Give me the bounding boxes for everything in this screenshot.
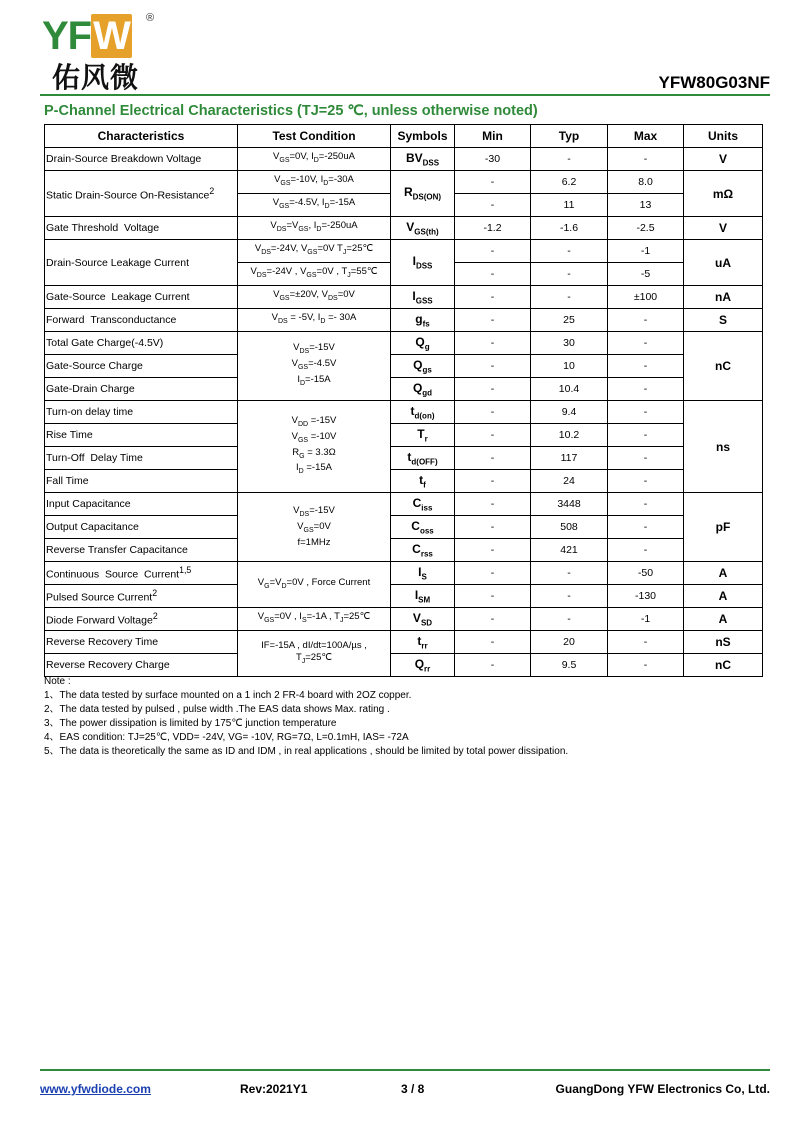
col-header: Typ: [531, 125, 608, 148]
min-cell: -: [455, 654, 531, 677]
symbol-cell: $C_{iss}$: [391, 493, 455, 516]
typ-cell: 421: [531, 539, 608, 562]
unit-cell: uA: [684, 240, 763, 286]
max-cell: -: [608, 539, 684, 562]
min-cell: -: [455, 263, 531, 286]
test-condition-cell: $V_{DS}=V_{GS}$, $I_D=-250uA$: [238, 217, 391, 240]
unit-cell: nA: [684, 286, 763, 309]
test-condition-cell: $V_{DS} = -5V$, $I_D =- 30A$: [238, 309, 391, 332]
symbol-cell: $Q_{gd}$: [391, 378, 455, 401]
test-condition-cell: $V_{GS}=-10V$, $I_D=-30A$: [238, 171, 391, 194]
characteristic-cell: Input Capacitance: [45, 493, 238, 516]
max-cell: -: [608, 424, 684, 447]
typ-cell: 20: [531, 631, 608, 654]
symbol-cell: $I_S$: [391, 562, 455, 585]
typ-cell: 25: [531, 309, 608, 332]
symbol-cell: $t_{rr}$: [391, 631, 455, 654]
col-header: Units: [684, 125, 763, 148]
typ-cell: 117: [531, 447, 608, 470]
characteristic-cell: Continuous Source Current$^{1,5}$: [45, 562, 238, 585]
note-item: 4、EAS condition: TJ=25℃, VDD= -24V, VG= -10V, RG=7Ω, L=0.1mH, IAS= -72A: [44, 732, 409, 743]
min-cell: -: [455, 585, 531, 608]
min-cell: -: [455, 608, 531, 631]
symbol-cell: $Q_{rr}$: [391, 654, 455, 677]
col-header: Min: [455, 125, 531, 148]
min-cell: -: [455, 355, 531, 378]
typ-cell: -: [531, 585, 608, 608]
test-condition-cell: $V_{DD} =-15V$ $V_{GS} =-10V$ $R_G = 3.3\Omega$ $I_D =-15A$: [238, 401, 391, 493]
table-row: [45, 332, 763, 355]
characteristic-cell: Static Drain-Source On-Resistance$^2$: [45, 171, 238, 217]
min-cell: -: [455, 562, 531, 585]
max-cell: -: [608, 631, 684, 654]
table-row: [45, 148, 763, 171]
min-cell: -: [455, 516, 531, 539]
typ-cell: 9.4: [531, 401, 608, 424]
max-cell: -: [608, 332, 684, 355]
footer-revision: Rev:2021Y1: [240, 1082, 308, 1096]
symbol-cell: $I_{SM}$: [391, 585, 455, 608]
typ-cell: 10: [531, 355, 608, 378]
table-row: [45, 424, 763, 447]
company-logo: [42, 14, 162, 94]
max-cell: -2.5: [608, 217, 684, 240]
max-cell: -: [608, 470, 684, 493]
table-row: [45, 470, 763, 493]
typ-cell: -: [531, 263, 608, 286]
max-cell: -: [608, 148, 684, 171]
max-cell: -: [608, 355, 684, 378]
table-row: [45, 401, 763, 424]
unit-cell: V: [684, 148, 763, 171]
table-row: [45, 493, 763, 516]
min-cell: -1.2: [455, 217, 531, 240]
table-row: [45, 240, 763, 263]
table-row: [45, 608, 763, 631]
typ-cell: 3448: [531, 493, 608, 516]
typ-cell: 6.2: [531, 171, 608, 194]
test-condition-cell: $V_G=V_D=0V$ , Force Current: [238, 562, 391, 608]
min-cell: -30: [455, 148, 531, 171]
symbol-cell: $T_r$: [391, 424, 455, 447]
max-cell: -: [608, 654, 684, 677]
min-cell: -: [455, 286, 531, 309]
col-header: Max: [608, 125, 684, 148]
registered-mark: ®: [146, 12, 155, 24]
max-cell: -: [608, 447, 684, 470]
characteristic-cell: Drain-Source Breakdown Voltage: [45, 148, 238, 171]
typ-cell: 10.2: [531, 424, 608, 447]
typ-cell: 24: [531, 470, 608, 493]
test-condition-cell: $V_{GS}=0V$ , $I_S=-1A$ , $T_J=25℃$: [238, 608, 391, 631]
characteristic-cell: Total Gate Charge(-4.5V): [45, 332, 238, 355]
min-cell: -: [455, 493, 531, 516]
unit-cell: S: [684, 309, 763, 332]
typ-cell: -1.6: [531, 217, 608, 240]
characteristic-cell: Gate-Source Leakage Current: [45, 286, 238, 309]
symbol-cell: $BV_{DSS}$: [391, 148, 455, 171]
notes: [44, 675, 568, 759]
test-condition-cell: $V_{DS}=-24V$, $V_{GS}=0V$ $T_J=25℃$: [238, 240, 391, 263]
typ-cell: -: [531, 562, 608, 585]
section-title: P-Channel Electrical Characteristics (TJ=25 ℃, unless otherwise noted): [44, 103, 538, 119]
min-cell: -: [455, 240, 531, 263]
unit-cell: nC: [684, 654, 763, 677]
characteristic-cell: Gate Threshold Voltage: [45, 217, 238, 240]
table-row: [45, 309, 763, 332]
max-cell: -: [608, 493, 684, 516]
unit-cell: mΩ: [684, 171, 763, 217]
symbol-cell: $I_{DSS}$: [391, 240, 455, 286]
typ-cell: -: [531, 608, 608, 631]
min-cell: -: [455, 424, 531, 447]
typ-cell: 508: [531, 516, 608, 539]
max-cell: -: [608, 401, 684, 424]
max-cell: 8.0: [608, 171, 684, 194]
logo-chinese-name: 佑风微: [52, 61, 140, 94]
unit-cell: nS: [684, 631, 763, 654]
max-cell: -1: [608, 608, 684, 631]
symbol-cell: $R_{DS(ON)}$: [391, 171, 455, 217]
characteristic-cell: Gate-Source Charge: [45, 355, 238, 378]
table-row: [45, 585, 763, 608]
symbol-cell: $t_{d(OFF)}$: [391, 447, 455, 470]
test-condition-cell: $V_{DS}=-15V$ $V_{GS}=0V$ f=1MHz: [238, 493, 391, 562]
characteristic-cell: Drain-Source Leakage Current: [45, 240, 238, 286]
test-condition-cell: $V_{GS}=-4.5V$, $I_D=-15A$: [238, 194, 391, 217]
test-condition-cell: $V_{GS}=0V$, $I_D=-250uA$: [238, 148, 391, 171]
part-number: YFW80G03NF: [658, 73, 770, 92]
test-condition-cell: $V_{DS}=-15V$ $V_{GS}=-4.5V$ $I_D=-15A$: [238, 332, 391, 401]
col-header: Characteristics: [45, 125, 238, 148]
max-cell: 13: [608, 194, 684, 217]
table-row: [45, 539, 763, 562]
symbol-cell: $C_{rss}$: [391, 539, 455, 562]
typ-cell: 30: [531, 332, 608, 355]
min-cell: -: [455, 332, 531, 355]
typ-cell: 9.5: [531, 654, 608, 677]
characteristic-cell: Turn-on delay time: [45, 401, 238, 424]
logo-mark: YFW: [42, 14, 130, 58]
max-cell: -5: [608, 263, 684, 286]
table-row: [45, 286, 763, 309]
footer-page-number: 3 / 8: [401, 1082, 425, 1096]
symbol-cell: $t_{d(on)}$: [391, 401, 455, 424]
unit-cell: pF: [684, 493, 763, 562]
typ-cell: -: [531, 286, 608, 309]
characteristic-cell: Output Capacitance: [45, 516, 238, 539]
min-cell: -: [455, 401, 531, 424]
note-item: 2、The data tested by pulsed , pulse width .The EAS data shows Max. rating .: [44, 704, 390, 715]
table-row: [45, 355, 763, 378]
min-cell: -: [455, 378, 531, 401]
table-row: [45, 631, 763, 654]
characteristic-cell: Reverse Transfer Capacitance: [45, 539, 238, 562]
notes-title: Note :: [44, 676, 71, 687]
typ-cell: -: [531, 148, 608, 171]
table-row: [45, 447, 763, 470]
max-cell: -1: [608, 240, 684, 263]
symbol-cell: $C_{oss}$: [391, 516, 455, 539]
max-cell: -130: [608, 585, 684, 608]
col-header: Symbols: [391, 125, 455, 148]
characteristic-cell: Fall Time: [45, 470, 238, 493]
unit-cell: A: [684, 562, 763, 585]
symbol-cell: $g_{fs}$: [391, 309, 455, 332]
table-row: [45, 654, 763, 677]
test-condition-cell: $V_{GS}=\pm 20V$, $V_{DS}=0V$: [238, 286, 391, 309]
unit-cell: A: [684, 585, 763, 608]
table-header-row: [45, 125, 763, 148]
unit-cell: A: [684, 608, 763, 631]
characteristic-cell: Diode Forward Voltage$^2$: [45, 608, 238, 631]
max-cell: -: [608, 309, 684, 332]
min-cell: -: [455, 470, 531, 493]
table-row: [45, 516, 763, 539]
characteristic-cell: Pulsed Source Current$^2$: [45, 585, 238, 608]
unit-cell: nC: [684, 332, 763, 401]
symbol-cell: $Q_g$: [391, 332, 455, 355]
symbol-cell: $V_{GS(th)}$: [391, 217, 455, 240]
footer-company: GuangDong YFW Electronics Co, Ltd.: [555, 1082, 770, 1096]
table-row: [45, 217, 763, 240]
characteristic-cell: Gate-Drain Charge: [45, 378, 238, 401]
col-header: Test Condition: [238, 125, 391, 148]
characteristic-cell: Reverse Recovery Charge: [45, 654, 238, 677]
max-cell: -50: [608, 562, 684, 585]
table-row: [45, 171, 763, 194]
min-cell: -: [455, 171, 531, 194]
min-cell: -: [455, 447, 531, 470]
unit-cell: V: [684, 217, 763, 240]
max-cell: ±100: [608, 286, 684, 309]
characteristic-cell: Forward Transconductance: [45, 309, 238, 332]
table-row: [45, 562, 763, 585]
characteristic-cell: Turn-Off Delay Time: [45, 447, 238, 470]
footer-divider: [40, 1069, 770, 1071]
website-link[interactable]: www.yfwdiode.com: [40, 1082, 151, 1096]
max-cell: -: [608, 516, 684, 539]
note-item: 5、The data is theoretically the same as ID and IDM , in real applications , should be limited by total power dissipation.: [44, 746, 569, 757]
header-divider: [40, 94, 770, 96]
characteristic-cell: Rise Time: [45, 424, 238, 447]
table-row: [45, 378, 763, 401]
min-cell: -: [455, 631, 531, 654]
typ-cell: 10.4: [531, 378, 608, 401]
max-cell: -: [608, 378, 684, 401]
typ-cell: 11: [531, 194, 608, 217]
symbol-cell: $I_{GSS}$: [391, 286, 455, 309]
min-cell: -: [455, 309, 531, 332]
symbol-cell: $V_{SD}$: [391, 608, 455, 631]
symbol-cell: $t_f$: [391, 470, 455, 493]
min-cell: -: [455, 539, 531, 562]
note-item: 3、The power dissipation is limited by 175℃ junction temperature: [44, 718, 337, 729]
symbol-cell: $Q_{gs}$: [391, 355, 455, 378]
characteristic-cell: Reverse Recovery Time: [45, 631, 238, 654]
test-condition-cell: $V_{DS}=-24V$ , $V_{GS}=0V$ , $T_J=55℃$: [238, 263, 391, 286]
min-cell: -: [455, 194, 531, 217]
note-item: 1、The data tested by surface mounted on a 1 inch 2 FR-4 board with 2OZ copper.: [44, 690, 412, 701]
test-condition-cell: IF=-15A , dI/dt=100A/µs , $T_J=25℃$: [238, 631, 391, 677]
footer-website[interactable]: [40, 1082, 151, 1096]
unit-cell: ns: [684, 401, 763, 493]
typ-cell: -: [531, 240, 608, 263]
electrical-characteristics-table: [44, 124, 763, 677]
